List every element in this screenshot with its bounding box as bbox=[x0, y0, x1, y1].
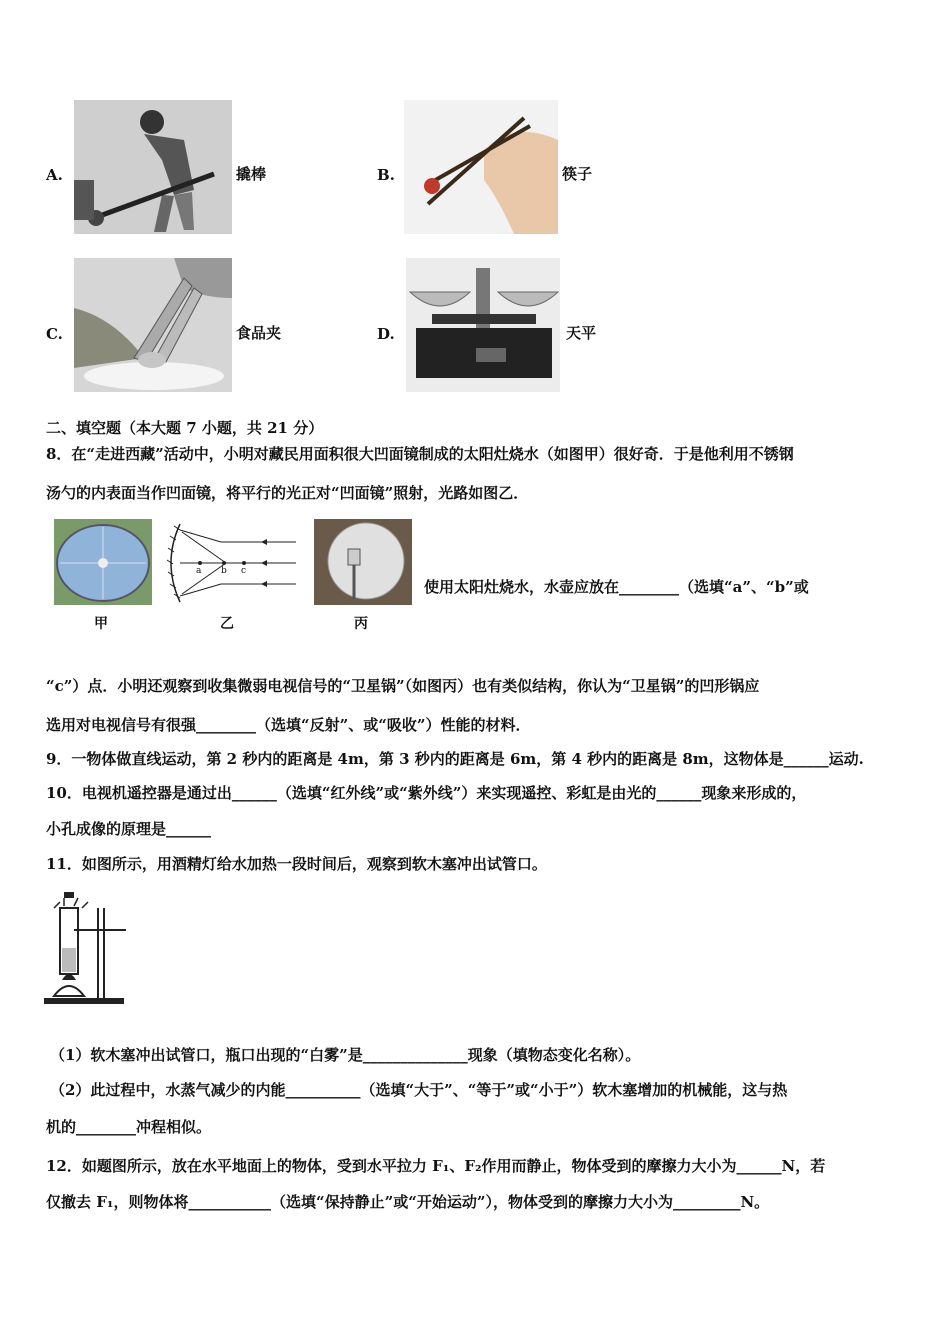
ray-diagram bbox=[166, 520, 296, 606]
q9-text: 9．一物体做直线运动，第 2 秒内的距离是 4m，第 3 秒内的距离是 6m，第 4 秒内的距离是 8m，这物体是______运动. bbox=[46, 750, 864, 768]
q10-line1: 10．电视机遥控器是通过出______（选填“红外线”或“紫外线”）来实现遥控、彩虹是由光的______现象来形成的， bbox=[46, 784, 807, 802]
option-a-letter: A. bbox=[46, 166, 63, 184]
point-a-label: a bbox=[196, 566, 202, 576]
q10-line2: 小孔成像的原理是______ bbox=[46, 820, 212, 838]
point-b-label: b bbox=[221, 566, 227, 576]
option-b-letter: B. bbox=[377, 166, 395, 184]
option-d-letter: D. bbox=[377, 325, 395, 343]
fig-label-yi: 乙 bbox=[220, 616, 234, 632]
option-d-label: 天平 bbox=[566, 324, 597, 342]
fig-label-jia: 甲 bbox=[94, 616, 108, 632]
point-c-label: c bbox=[241, 566, 247, 576]
food-tongs-photo-icon bbox=[74, 258, 232, 392]
option-a-label: 撬棒 bbox=[236, 165, 267, 183]
q8-line3: “c”）点．小明还观察到收集微弱电视信号的“卫星锅”（如图丙）也有类似结构，你认为“卫星锅”的凹形锅应 bbox=[46, 677, 760, 695]
fig-label-bing: 丙 bbox=[354, 616, 368, 632]
chopsticks-photo-icon bbox=[404, 100, 558, 234]
q11-sub2-line2: 机的________冲程相似。 bbox=[46, 1118, 212, 1136]
q8-line1: 8．在“走进西藏”活动中，小明对藏民用面积很大凹面镜制成的太阳灶烧水（如图甲）很好奇．于是他利用不锈钢 bbox=[46, 445, 794, 463]
q11-sub1: （1）软木塞冲出试管口，瓶口出现的“白雾”是______________现象（填物态变化名称）。 bbox=[50, 1046, 641, 1064]
balance-scale-photo-icon bbox=[406, 258, 560, 392]
section-title: 二、填空题（本大题 7 小题，共 21 分） bbox=[46, 419, 324, 437]
satellite-dish-photo-icon bbox=[314, 519, 412, 605]
option-c-letter: C. bbox=[46, 325, 63, 343]
q12-line2: 仅撤去 F₁，则物体将___________（选填“保持静止”或“开始运动”），物体受到的摩擦力大小为_________N。 bbox=[46, 1193, 770, 1211]
option-c-label: 食品夹 bbox=[236, 324, 282, 342]
option-b-label: 筷子 bbox=[562, 165, 593, 183]
q11-sub2-line1: （2）此过程中，水蒸气减少的内能__________（选填“大于”、“等于”或“小于”）软木塞增加的机械能，这与热 bbox=[50, 1081, 788, 1099]
crowbar-photo-icon bbox=[74, 100, 232, 234]
q8-line4: 选用对电视信号有很强________（选填“反射”、或“吸收”）性能的材料． bbox=[46, 716, 531, 734]
solar-cooker-photo-icon bbox=[54, 519, 152, 605]
test-tube-apparatus-icon bbox=[44, 888, 130, 1010]
q8-line2: 汤勺的内表面当作凹面镜，将平行的光正对“凹面镜”照射，光路如图乙． bbox=[46, 484, 529, 502]
q12-line1: 12．如题图所示，放在水平地面上的物体，受到水平拉力 F₁、F₂作用而静止，物体受到的摩擦力大小为______N，若 bbox=[46, 1157, 826, 1175]
q11-line1: 11．如图所示，用酒精灯给水加热一段时间后，观察到软木塞冲出试管口。 bbox=[46, 855, 547, 873]
q8-side-text: 使用太阳灶烧水，水壶应放在________（选填“a”、“b”或 bbox=[424, 578, 809, 596]
